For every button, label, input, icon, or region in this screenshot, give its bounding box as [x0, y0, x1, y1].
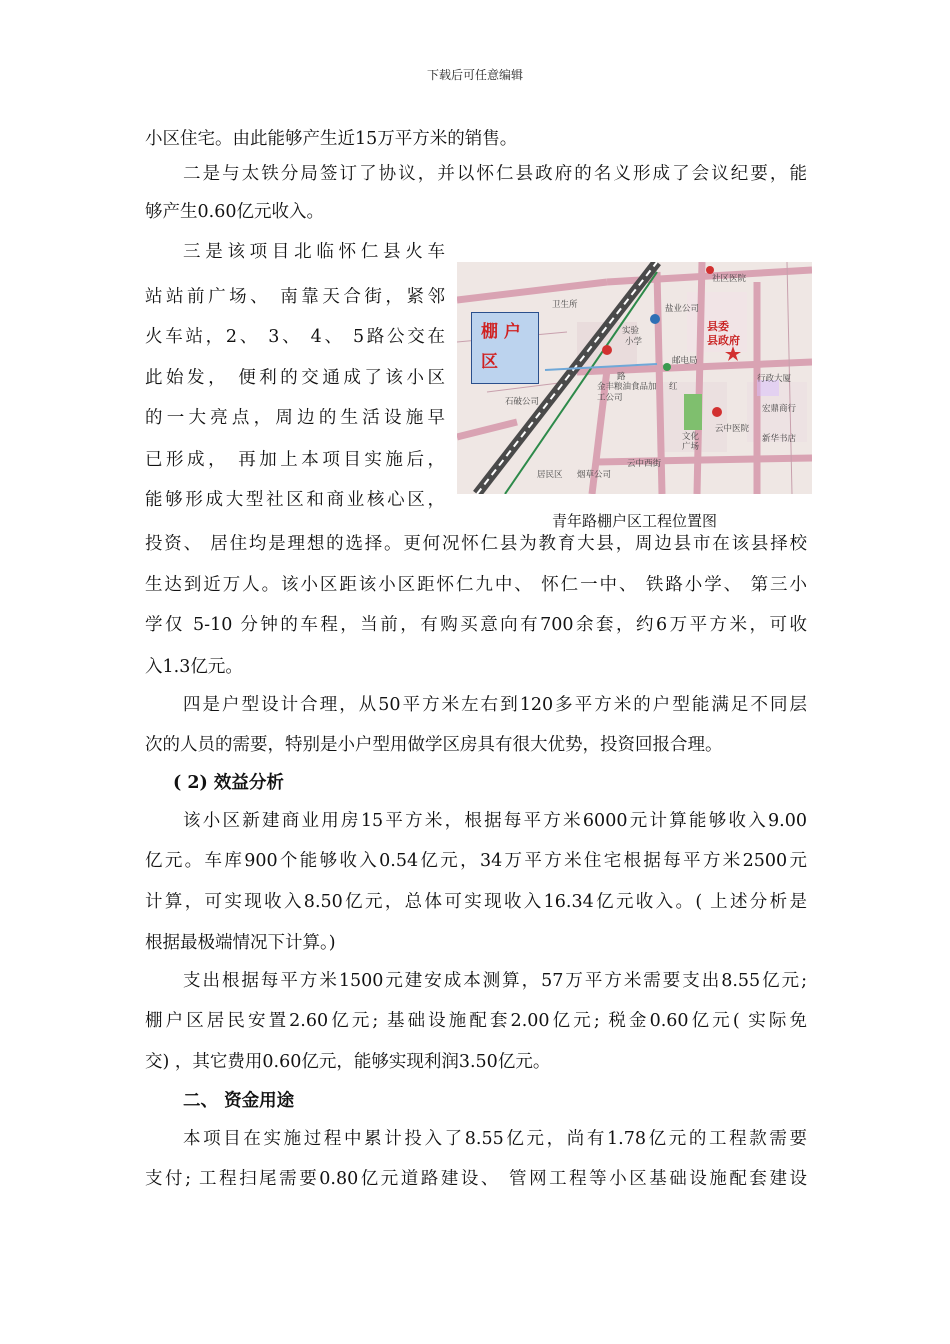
map-label-road: 路: [617, 372, 626, 382]
text-line: 投资、 居住均是理想的选择。更何况怀仁县为教育大县，周边县市在该县择校: [145, 534, 807, 554]
text-line: 棚户区居民安置2.60亿元; 基础设施配套2.00亿元; 税金0.60亿元( 实际免: [145, 1011, 807, 1031]
location-map-figure: [457, 262, 812, 494]
text-line: 三是该项目北临怀仁县火车: [183, 242, 445, 262]
text-line: 次的人员的需要，特别是小户型用做学区房具有很大优势，投资回报合理。: [145, 735, 723, 755]
map-label-admin-building: 行政大厦: [757, 374, 792, 384]
text-line: 此始发， 便利的交通成了该小区: [145, 368, 445, 388]
map-label-community-hospital: 社区医院: [712, 274, 747, 284]
map-label-red: 红: [669, 382, 678, 392]
text-line: 亿元。车库900个能够收入0.54亿元，34万平方米住宅根据每平方米2500元: [145, 851, 807, 871]
map-label-hospital: 云中医院: [715, 424, 750, 434]
text-line: 该小区新建商业用房15平方米，根据每平方米6000元计算能够收入9.00: [183, 811, 807, 831]
text-line: 能够形成大型社区和商业核心区，: [145, 490, 445, 510]
text-line: 小区住宅。由此能够产生近15万平方米的销售。: [145, 129, 518, 149]
map-label-bookstore: 新华书店: [762, 434, 797, 444]
map-label-school: 小学: [625, 337, 643, 347]
map-label-post-office: 邮电局: [672, 356, 698, 366]
map-label-clinic: 卫生所: [552, 300, 578, 310]
shantytown-label: 棚 户 区: [471, 312, 539, 384]
text-line: 四是户型设计合理，从50平方米左右到120多平方米的户型能满足不同层: [183, 695, 807, 715]
text-line: 交) ，其它费用0.60亿元，能够实现利润3.50亿元。: [145, 1052, 551, 1072]
map-label-culture-square: 文化广场: [682, 432, 700, 452]
text-line: 支付; 工程扫尾需要0.80亿元道路建设、 管网工程等小区基础设施配套建设: [145, 1169, 807, 1189]
section-heading: 二、 资金用途: [183, 1091, 295, 1111]
figure-caption: 青年路棚户区工程位置图: [551, 512, 717, 530]
text-line: 支出根据每平方米1500元建安成本测算，57万平方米需要支出8.55亿元;: [183, 971, 807, 991]
text-line: 二是与太铁分局签订了协议，并以怀仁县政府的名义形成了会议纪要，能: [183, 164, 807, 184]
text-line: 的一大亮点，周边的生活设施早: [145, 408, 445, 428]
map-label-tobacco: 烟草公司: [577, 470, 612, 480]
text-line: 够产生0.60亿元收入。: [145, 202, 324, 222]
map-label-grain-company: 金丰粮油食品加工公司: [597, 382, 657, 403]
text-line: 本项目在实施过程中累计投入了8.55亿元，尚有1.78亿元的工程款需要: [183, 1129, 807, 1149]
page-header: 下载后可任意编辑: [426, 68, 523, 82]
map-label-salt-company: 盐业公司: [665, 304, 700, 314]
map-label-west-street: 云中西街: [627, 459, 662, 469]
text-line: 站站前广场、 南靠天合街，紧邻: [145, 287, 445, 307]
map-label-experimental: 实验: [622, 326, 640, 336]
map-label-residential: 居民区: [537, 470, 563, 480]
text-line: 学仅 5-10 分钟的车程，当前，有购买意向有700余套，约6万平方米，可收: [145, 615, 807, 635]
section-heading: ( 2) 效益分析: [173, 773, 284, 793]
text-line: 火车站，2、 3、 4、 5路公交在: [145, 327, 445, 347]
text-line: 计算，可实现收入8.50亿元，总体可实现收入16.34亿元收入。( 上述分析是: [145, 892, 807, 912]
map-label-shop: 宏鼎商行: [762, 404, 797, 414]
text-line: 已形成， 再加上本项目实施后，: [145, 450, 445, 470]
map-label-county-committee: 县委: [707, 320, 729, 333]
map-label-county-government: 县政府: [707, 334, 740, 347]
map-label-stone-company: 石破公司: [505, 397, 540, 407]
text-line: 根据最极端情况下计算。): [145, 933, 336, 953]
text-line: 生达到近万人。该小区距该小区距怀仁九中、 怀仁一中、 铁路小学、 第三小: [145, 575, 807, 595]
text-line: 入1.3亿元。: [145, 657, 243, 677]
